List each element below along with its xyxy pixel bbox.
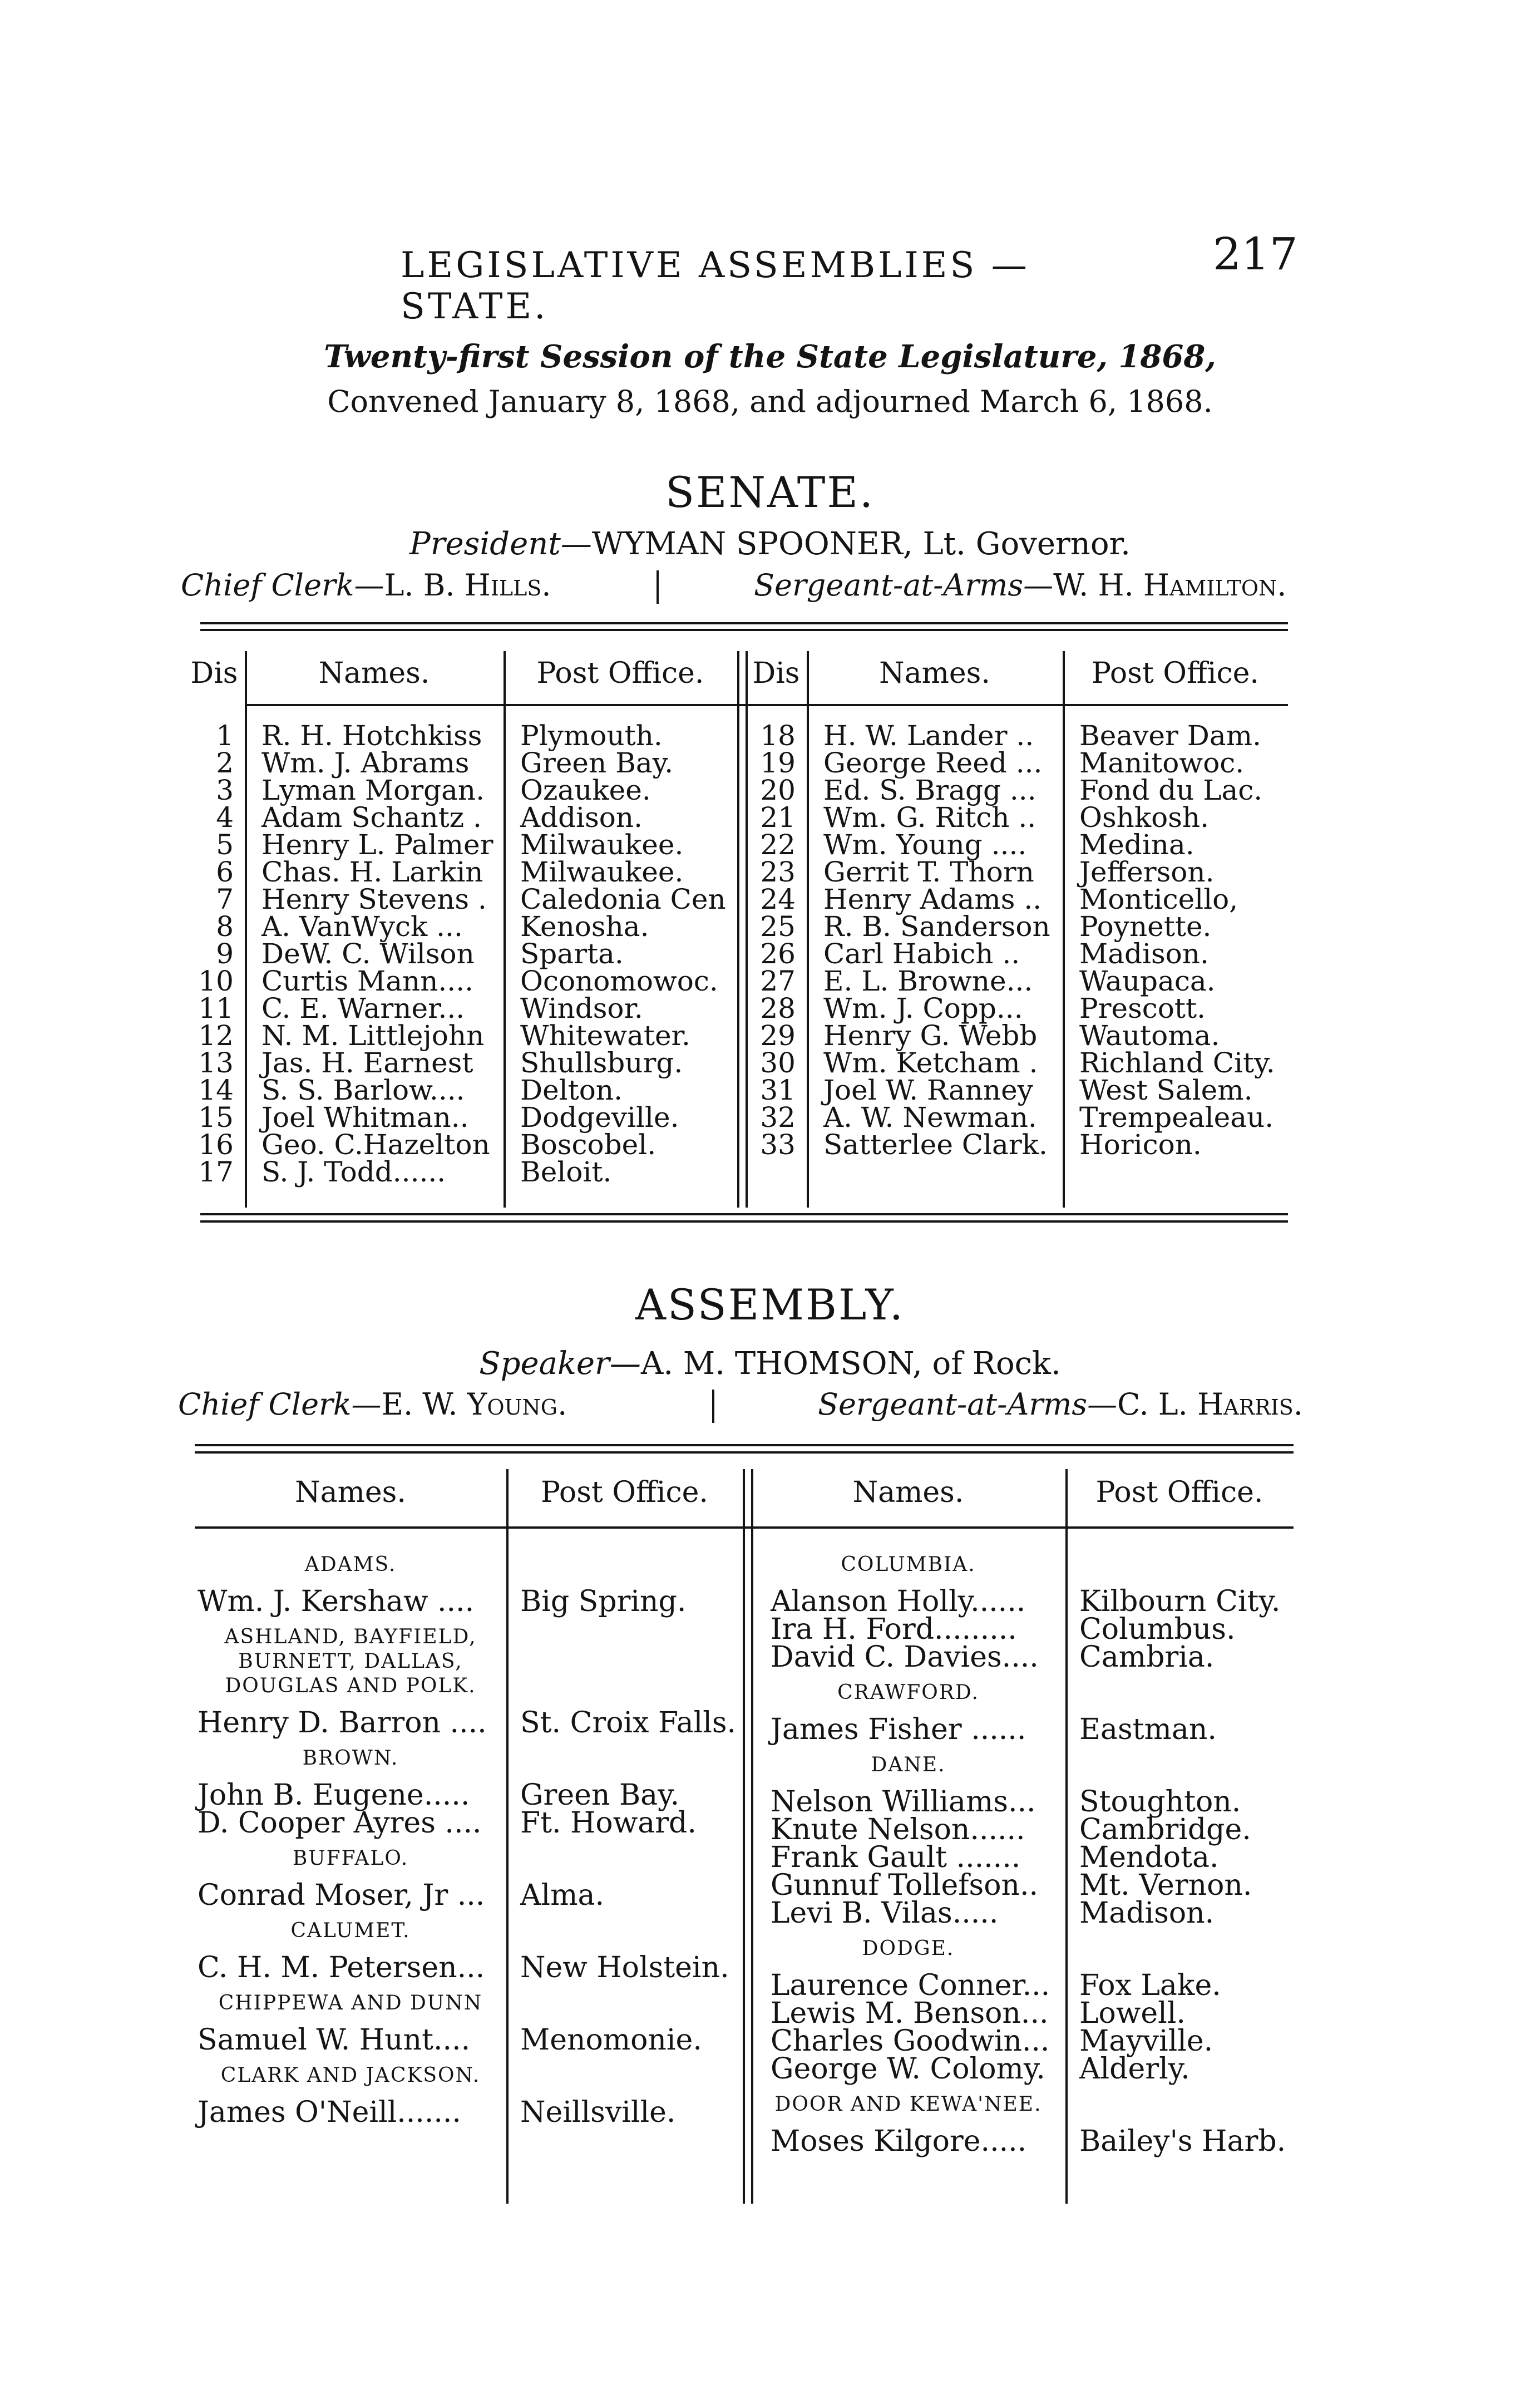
header-post-office: Post Office. — [1095, 1476, 1263, 1509]
header-dis: Dis — [190, 657, 238, 690]
post-office: Beloit. — [520, 1156, 612, 1188]
senate-sergeant — [754, 568, 1286, 603]
district-number: 31 — [760, 1074, 796, 1106]
assembly-speaker — [0, 1346, 1540, 1382]
post-office: Horicon. — [1079, 1129, 1202, 1161]
sergeant-name: C. L. Harris. — [1117, 1387, 1303, 1422]
senate-col-divider — [1063, 651, 1065, 1208]
district-number: 33 — [760, 1129, 796, 1161]
senator-name: S. J. Todd...... — [261, 1156, 446, 1188]
member-name: John B. Eugene..... — [198, 1779, 470, 1812]
district-number: 1 — [216, 720, 234, 752]
sergeant-label: Sergeant-at-Arms— — [818, 1387, 1118, 1422]
post-office: Milwaukee. — [520, 829, 684, 861]
member-name: D. Cooper Ayres .... — [198, 1806, 482, 1840]
assembly-top-rule-2 — [195, 1451, 1294, 1454]
chief-clerk-label: Chief Clerk— — [181, 568, 384, 603]
senate-top-rule — [200, 622, 1288, 624]
district-number: 2 — [216, 747, 234, 779]
member-name: Nelson Williams... — [771, 1785, 1036, 1819]
senator-name: Adam Schantz . — [261, 801, 482, 834]
member-post-office: Alderly. — [1079, 2052, 1190, 2086]
chief-clerk-name: E. W. Young. — [381, 1387, 567, 1422]
district-number: 3 — [216, 774, 234, 806]
senate-bottom-rule — [200, 1213, 1288, 1215]
sergeant-label: Sergeant-at-Arms— — [754, 568, 1054, 603]
assembly-col-divider — [1065, 1469, 1068, 2204]
senator-name: C. E. Warner... — [261, 992, 465, 1024]
member-name: Conrad Moser, Jr ... — [198, 1879, 485, 1912]
member-post-office: Green Bay. — [520, 1779, 680, 1812]
member-post-office: Cambria. — [1079, 1641, 1215, 1674]
senator-name: R. B. Sanderson — [823, 910, 1050, 943]
district-number: 17 — [198, 1156, 234, 1188]
post-office: Green Bay. — [520, 747, 674, 779]
post-office: Oshkosh. — [1079, 801, 1210, 834]
header-post-office: Post Office. — [1092, 657, 1259, 690]
senator-name: Wm. J. Copp... — [823, 992, 1023, 1024]
post-office: Prescott. — [1079, 992, 1206, 1024]
header-names: Names. — [295, 1476, 406, 1509]
member-name: Lewis M. Benson... — [771, 1997, 1049, 2030]
member-name: C. H. M. Petersen... — [198, 1951, 485, 1984]
assembly-center-divider — [743, 1469, 745, 2204]
session-title: Twenty-first Session of the State Legislature, 1868, — [324, 338, 1216, 375]
district-number: 27 — [760, 965, 796, 997]
officer-divider — [657, 570, 659, 604]
senator-name: DeW. C. Wilson — [261, 938, 475, 970]
senate-left-postoffice-column — [520, 722, 726, 1186]
county-heading: ASHLAND, BAYFIELD, — [224, 1625, 477, 1648]
senator-name: Wm. Young .... — [823, 829, 1027, 861]
district-number: 16 — [198, 1129, 234, 1161]
senator-name: Wm. Ketcham . — [823, 1047, 1038, 1079]
senator-name: Carl Habich .. — [823, 938, 1020, 970]
district-number: 14 — [198, 1074, 234, 1106]
post-office: Kenosha. — [520, 910, 649, 943]
senator-name: E. L. Browne... — [823, 965, 1033, 997]
senator-name: Ed. S. Bragg ... — [823, 774, 1036, 806]
post-office: Dodgeville. — [520, 1101, 679, 1134]
post-office: Caledonia Cen — [520, 883, 726, 915]
district-number: 32 — [760, 1101, 796, 1134]
post-office: Sparta. — [520, 938, 624, 970]
senator-name: George Reed ... — [823, 747, 1043, 779]
member-name: Laurence Conner... — [771, 1969, 1050, 2002]
senate-top-rule-2 — [200, 629, 1288, 631]
assembly-top-rule — [195, 1444, 1294, 1446]
county-heading: BURNETT, DALLAS, — [238, 1650, 463, 1673]
chief-clerk-name: L. B. Hills. — [384, 568, 551, 603]
member-post-office: Big Spring. — [520, 1585, 687, 1618]
post-office: Delton. — [520, 1074, 623, 1106]
senate-left-names-column — [261, 722, 493, 1186]
post-office: Milwaukee. — [520, 856, 684, 888]
header-post-office: Post Office. — [536, 657, 704, 690]
member-post-office: Madison. — [1079, 1896, 1215, 1930]
senator-name: Joel W. Ranney — [823, 1074, 1033, 1106]
president-name: WYMAN SPOONER, Lt. Governor. — [591, 526, 1131, 562]
member-post-office: Cambridge. — [1079, 1813, 1251, 1846]
district-number: 5 — [216, 829, 234, 861]
district-number: 15 — [198, 1101, 234, 1134]
senate-center-divider — [746, 651, 748, 1208]
district-number: 25 — [760, 910, 796, 943]
member-post-office: Mt. Vernon. — [1079, 1869, 1252, 1902]
senator-name: Henry L. Palmer — [261, 829, 493, 861]
member-post-office: St. Croix Falls. — [520, 1706, 737, 1740]
senator-name: Wm. J. Abrams — [261, 747, 470, 779]
senate-header-rule — [245, 704, 1288, 706]
header-names: Names. — [318, 657, 430, 690]
post-office: Waupaca. — [1079, 965, 1216, 997]
member-post-office: Mendota. — [1079, 1841, 1219, 1874]
district-number: 18 — [760, 720, 796, 752]
district-number: 30 — [760, 1047, 796, 1079]
district-number: 10 — [198, 965, 234, 997]
member-post-office: Fox Lake. — [1079, 1969, 1221, 2002]
county-heading: ADAMS. — [304, 1553, 397, 1576]
county-heading: DOOR AND KEWA'NEE. — [774, 2093, 1042, 2116]
header-names: Names. — [879, 657, 990, 690]
district-number: 13 — [198, 1047, 234, 1079]
senator-name: S. S. Barlow.... — [261, 1074, 465, 1106]
senate-title: SENATE. — [665, 467, 875, 517]
senator-name: Jas. H. Earnest — [261, 1047, 473, 1079]
district-number: 6 — [216, 856, 234, 888]
member-name: Alanson Holly...... — [771, 1585, 1026, 1618]
district-number: 8 — [216, 910, 234, 943]
senate-right-names-column — [823, 722, 1050, 1159]
post-office: Jefferson. — [1079, 856, 1215, 888]
member-name: Wm. J. Kershaw .... — [198, 1585, 475, 1618]
district-number: 24 — [760, 883, 796, 915]
member-name: Ira H. Ford......... — [771, 1613, 1017, 1646]
member-name: James O'Neill....... — [198, 2096, 461, 2129]
member-name: David C. Davies.... — [771, 1641, 1039, 1674]
district-number: 28 — [760, 992, 796, 1024]
convened-line: Convened January 8, 1868, and adjourned March 6, 1868. — [327, 384, 1213, 419]
senate-president — [0, 526, 1540, 562]
senator-name: Lyman Morgan. — [261, 774, 485, 806]
district-number: 29 — [760, 1019, 796, 1052]
speaker-name: A. M. THOMSON, of Rock. — [640, 1346, 1061, 1382]
member-name: Charles Goodwin... — [771, 2024, 1050, 2058]
senator-name: A. VanWyck ... — [261, 910, 463, 943]
county-heading: CRAWFORD. — [837, 1681, 979, 1704]
member-post-office: Kilbourn City. — [1079, 1585, 1281, 1618]
senate-col-divider — [807, 651, 809, 1208]
post-office: Manitowoc. — [1079, 747, 1245, 779]
member-post-office: Neillsville. — [520, 2096, 676, 2129]
post-office: Richland City. — [1079, 1047, 1275, 1079]
post-office: Ozaukee. — [520, 774, 651, 806]
member-post-office: Columbus. — [1079, 1613, 1236, 1646]
post-office: Wautoma. — [1079, 1019, 1220, 1052]
president-label: President— — [409, 526, 592, 562]
senator-name: Henry Adams .. — [823, 883, 1042, 915]
member-post-office: Ft. Howard. — [520, 1806, 697, 1840]
member-name: Knute Nelson...... — [771, 1813, 1025, 1846]
member-name: Frank Gault ....... — [771, 1841, 1021, 1874]
chief-clerk-label: Chief Clerk— — [178, 1387, 382, 1422]
post-office: West Salem. — [1079, 1074, 1253, 1106]
district-number: 22 — [760, 829, 796, 861]
senate-right-district-column — [751, 722, 796, 1159]
assembly-title: ASSEMBLY. — [635, 1280, 905, 1329]
post-office: Fond du Lac. — [1079, 774, 1263, 806]
assembly-sergeant — [818, 1387, 1303, 1422]
senator-name: Gerrit T. Thorn — [823, 856, 1034, 888]
county-heading: DANE. — [871, 1753, 946, 1776]
header-names: Names. — [852, 1476, 964, 1509]
senate-col-divider — [504, 651, 506, 1208]
post-office: Medina. — [1079, 829, 1195, 861]
senate-col-divider — [245, 651, 247, 1208]
header-post-office: Post Office. — [541, 1476, 708, 1509]
senator-name: H. W. Lander .. — [823, 720, 1034, 752]
county-heading: DODGE. — [862, 1937, 955, 1960]
senator-name: Satterlee Clark. — [823, 1129, 1048, 1161]
member-post-office: New Holstein. — [520, 1951, 729, 1984]
district-number: 23 — [760, 856, 796, 888]
district-number: 19 — [760, 747, 796, 779]
member-post-office: Lowell. — [1079, 1997, 1186, 2030]
member-name: James Fisher ...... — [771, 1713, 1026, 1746]
county-heading: COLUMBIA. — [841, 1553, 976, 1576]
sergeant-name: W. H. Hamilton. — [1053, 568, 1287, 603]
running-head: LEGISLATIVE ASSEMBLIES — STATE. — [401, 245, 1030, 327]
senator-name: Geo. C.Hazelton — [261, 1129, 490, 1161]
senator-name: Chas. H. Larkin — [261, 856, 483, 888]
member-name: Moses Kilgore..... — [771, 2125, 1027, 2158]
senator-name: N. M. Littlejohn — [261, 1019, 485, 1052]
senator-name: A. W. Newman. — [823, 1101, 1037, 1134]
post-office: Beaver Dam. — [1079, 720, 1261, 752]
post-office: Monticello, — [1079, 883, 1238, 915]
senate-left-district-column — [189, 722, 234, 1186]
member-name: George W. Colomy. — [771, 2052, 1045, 2086]
member-post-office: Menomonie. — [520, 2023, 702, 2057]
county-heading: CALUMET. — [290, 1919, 411, 1942]
post-office: Poynette. — [1079, 910, 1212, 943]
senate-bottom-rule-2 — [200, 1220, 1288, 1223]
member-post-office: Bailey's Harb. — [1079, 2125, 1286, 2158]
district-number: 11 — [198, 992, 234, 1024]
assembly-chief-clerk — [178, 1387, 567, 1422]
senator-name: R. H. Hotchkiss — [261, 720, 482, 752]
member-post-office: Alma. — [520, 1879, 605, 1912]
county-heading: BROWN. — [302, 1747, 399, 1770]
senate-chief-clerk — [181, 568, 551, 603]
officer-divider — [712, 1390, 714, 1423]
senator-name: Curtis Mann.... — [261, 965, 473, 997]
member-post-office: Stoughton. — [1079, 1785, 1241, 1819]
member-name: Henry D. Barron .... — [198, 1706, 487, 1740]
senator-name: Wm. G. Ritch .. — [823, 801, 1036, 834]
county-heading: CLARK AND JACKSON. — [220, 2064, 481, 2087]
post-office: Plymouth. — [520, 720, 663, 752]
senate-center-divider — [737, 651, 739, 1208]
county-heading: CHIPPEWA AND DUNN — [218, 1992, 483, 2014]
district-number: 26 — [760, 938, 796, 970]
member-post-office: Eastman. — [1079, 1713, 1217, 1746]
county-heading: BUFFALO. — [292, 1847, 409, 1870]
district-number: 4 — [216, 801, 234, 834]
district-number: 7 — [216, 883, 234, 915]
post-office: Boscobel. — [520, 1129, 657, 1161]
post-office: Trempealeau. — [1079, 1101, 1274, 1134]
post-office: Whitewater. — [520, 1019, 690, 1052]
senate-right-postoffice-column — [1079, 722, 1275, 1159]
speaker-label: Speaker— — [479, 1346, 641, 1382]
senator-name: Henry Stevens . — [261, 883, 487, 915]
senator-name: Henry G. Webb — [823, 1019, 1038, 1052]
post-office: Addison. — [520, 801, 643, 834]
page-number: 217 — [1213, 228, 1298, 280]
district-number: 21 — [760, 801, 796, 834]
member-name: Gunnuf Tollefson.. — [771, 1869, 1039, 1902]
member-post-office: Mayville. — [1079, 2024, 1213, 2058]
member-name: Levi B. Vilas..... — [771, 1896, 999, 1930]
header-dis: Dis — [752, 657, 800, 690]
member-name: Samuel W. Hunt.... — [198, 2023, 471, 2057]
senator-name: Joel Whitman.. — [261, 1101, 469, 1134]
district-number: 20 — [760, 774, 796, 806]
post-office: Shullsburg. — [520, 1047, 683, 1079]
assembly-col-divider — [506, 1469, 509, 2204]
post-office: Oconomowoc. — [520, 965, 718, 997]
district-number: 12 — [198, 1019, 234, 1052]
county-heading: DOUGLAS AND POLK. — [225, 1674, 476, 1697]
district-number: 9 — [216, 938, 234, 970]
post-office: Madison. — [1079, 938, 1209, 970]
post-office: Windsor. — [520, 992, 643, 1024]
